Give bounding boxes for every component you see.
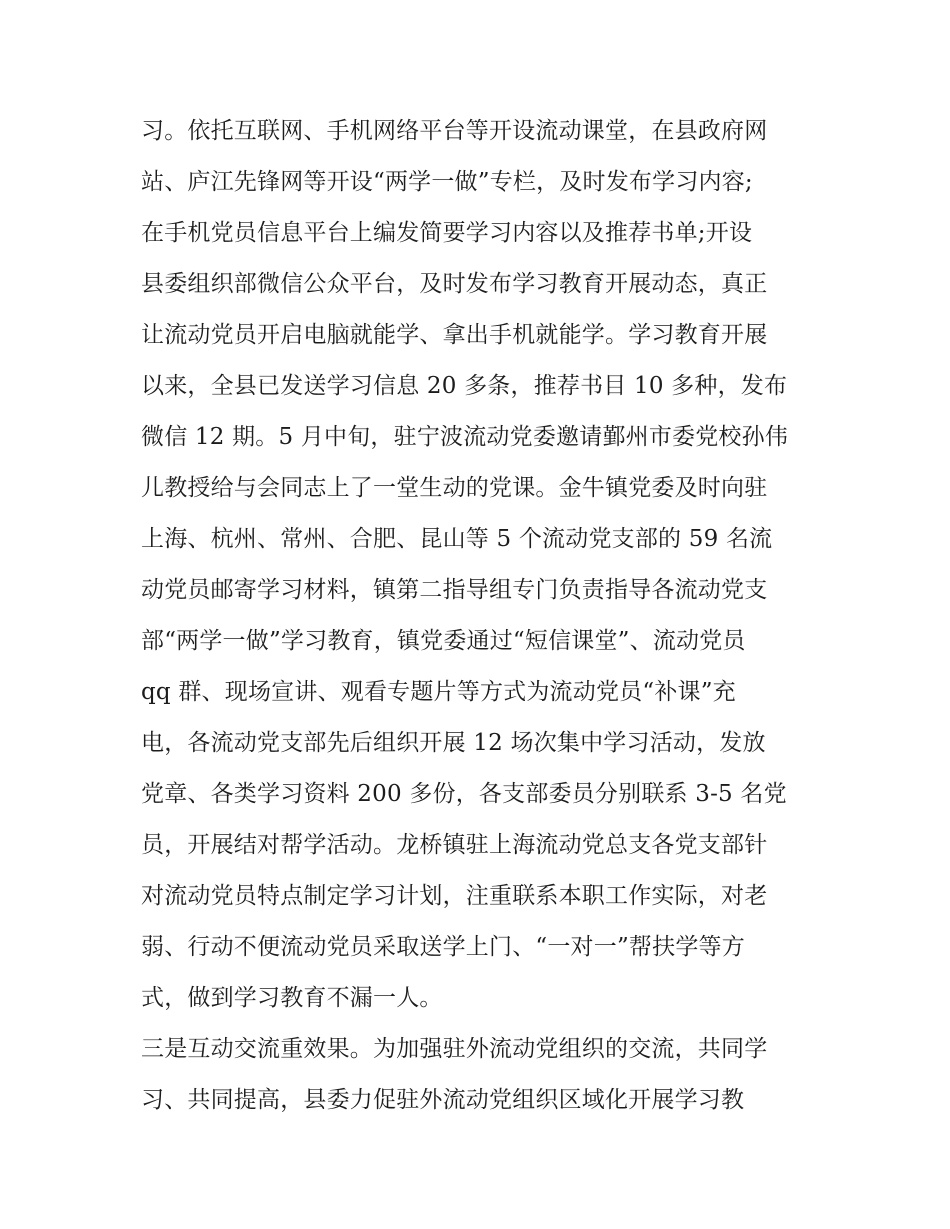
text-line: 电，各流动党支部先后组织开展 12 场次集中学习活动，发放 <box>141 730 766 756</box>
text-line: 微信 12 期。5 月中旬，驻宁波流动党委邀请鄞州市委党校孙伟 <box>141 424 789 450</box>
text-line: 部“两学一做”学习教育，镇党委通过“短信课堂”、流动党员 <box>141 628 746 654</box>
text-line: 站、庐江先锋网等开设“两学一做”专栏，及时发布学习内容; <box>141 169 753 195</box>
text-line: 让流动党员开启电脑就能学、拿出手机就能学。学习教育开展 <box>141 322 768 348</box>
text-line: 习。依托互联网、手机网络平台等开设流动课堂，在县政府网 <box>141 118 768 144</box>
text-line: 儿教授给与会同志上了一堂生动的党课。金牛镇党委及时向驻 <box>141 475 768 501</box>
text-line: 对流动党员特点制定学习计划，注重联系本职工作实际，对老 <box>141 883 768 909</box>
body-text <box>141 106 831 1126</box>
text-line: 三是互动交流重效果。为加强驻外流动党组织的交流，共同学 <box>141 1036 768 1062</box>
text-line: qq 群、现场宣讲、观看专题片等方式为流动党员“补课”充 <box>141 679 736 705</box>
text-line: 式，做到学习教育不漏一人。 <box>141 985 443 1011</box>
text-line: 党章、各类学习资料 200 多份，各支部委员分别联系 3-5 名党 <box>141 781 787 807</box>
text-line: 动党员邮寄学习材料，镇第二指导组专门负责指导各流动党支 <box>141 577 768 603</box>
text-line: 习、共同提高，县委力促驻外流动党组织区域化开展学习教 <box>141 1087 745 1113</box>
text-line: 县委组织部微信公众平台，及时发布学习教育开展动态，真正 <box>141 271 768 297</box>
text-line: 以来，全县已发送学习信息 20 多条，推荐书目 10 多种，发布 <box>141 373 788 399</box>
text-line: 在手机党员信息平台上编发简要学习内容以及推荐书单;开设 <box>141 220 753 246</box>
text-line: 弱、行动不便流动党员采取送学上门、“一对一”帮扶学等方 <box>141 934 745 960</box>
text-line: 员，开展结对帮学活动。龙桥镇驻上海流动党总支各党支部针 <box>141 832 768 858</box>
text-line: 上海、杭州、常州、合肥、昆山等 5 个流动党支部的 59 名流 <box>141 526 773 552</box>
